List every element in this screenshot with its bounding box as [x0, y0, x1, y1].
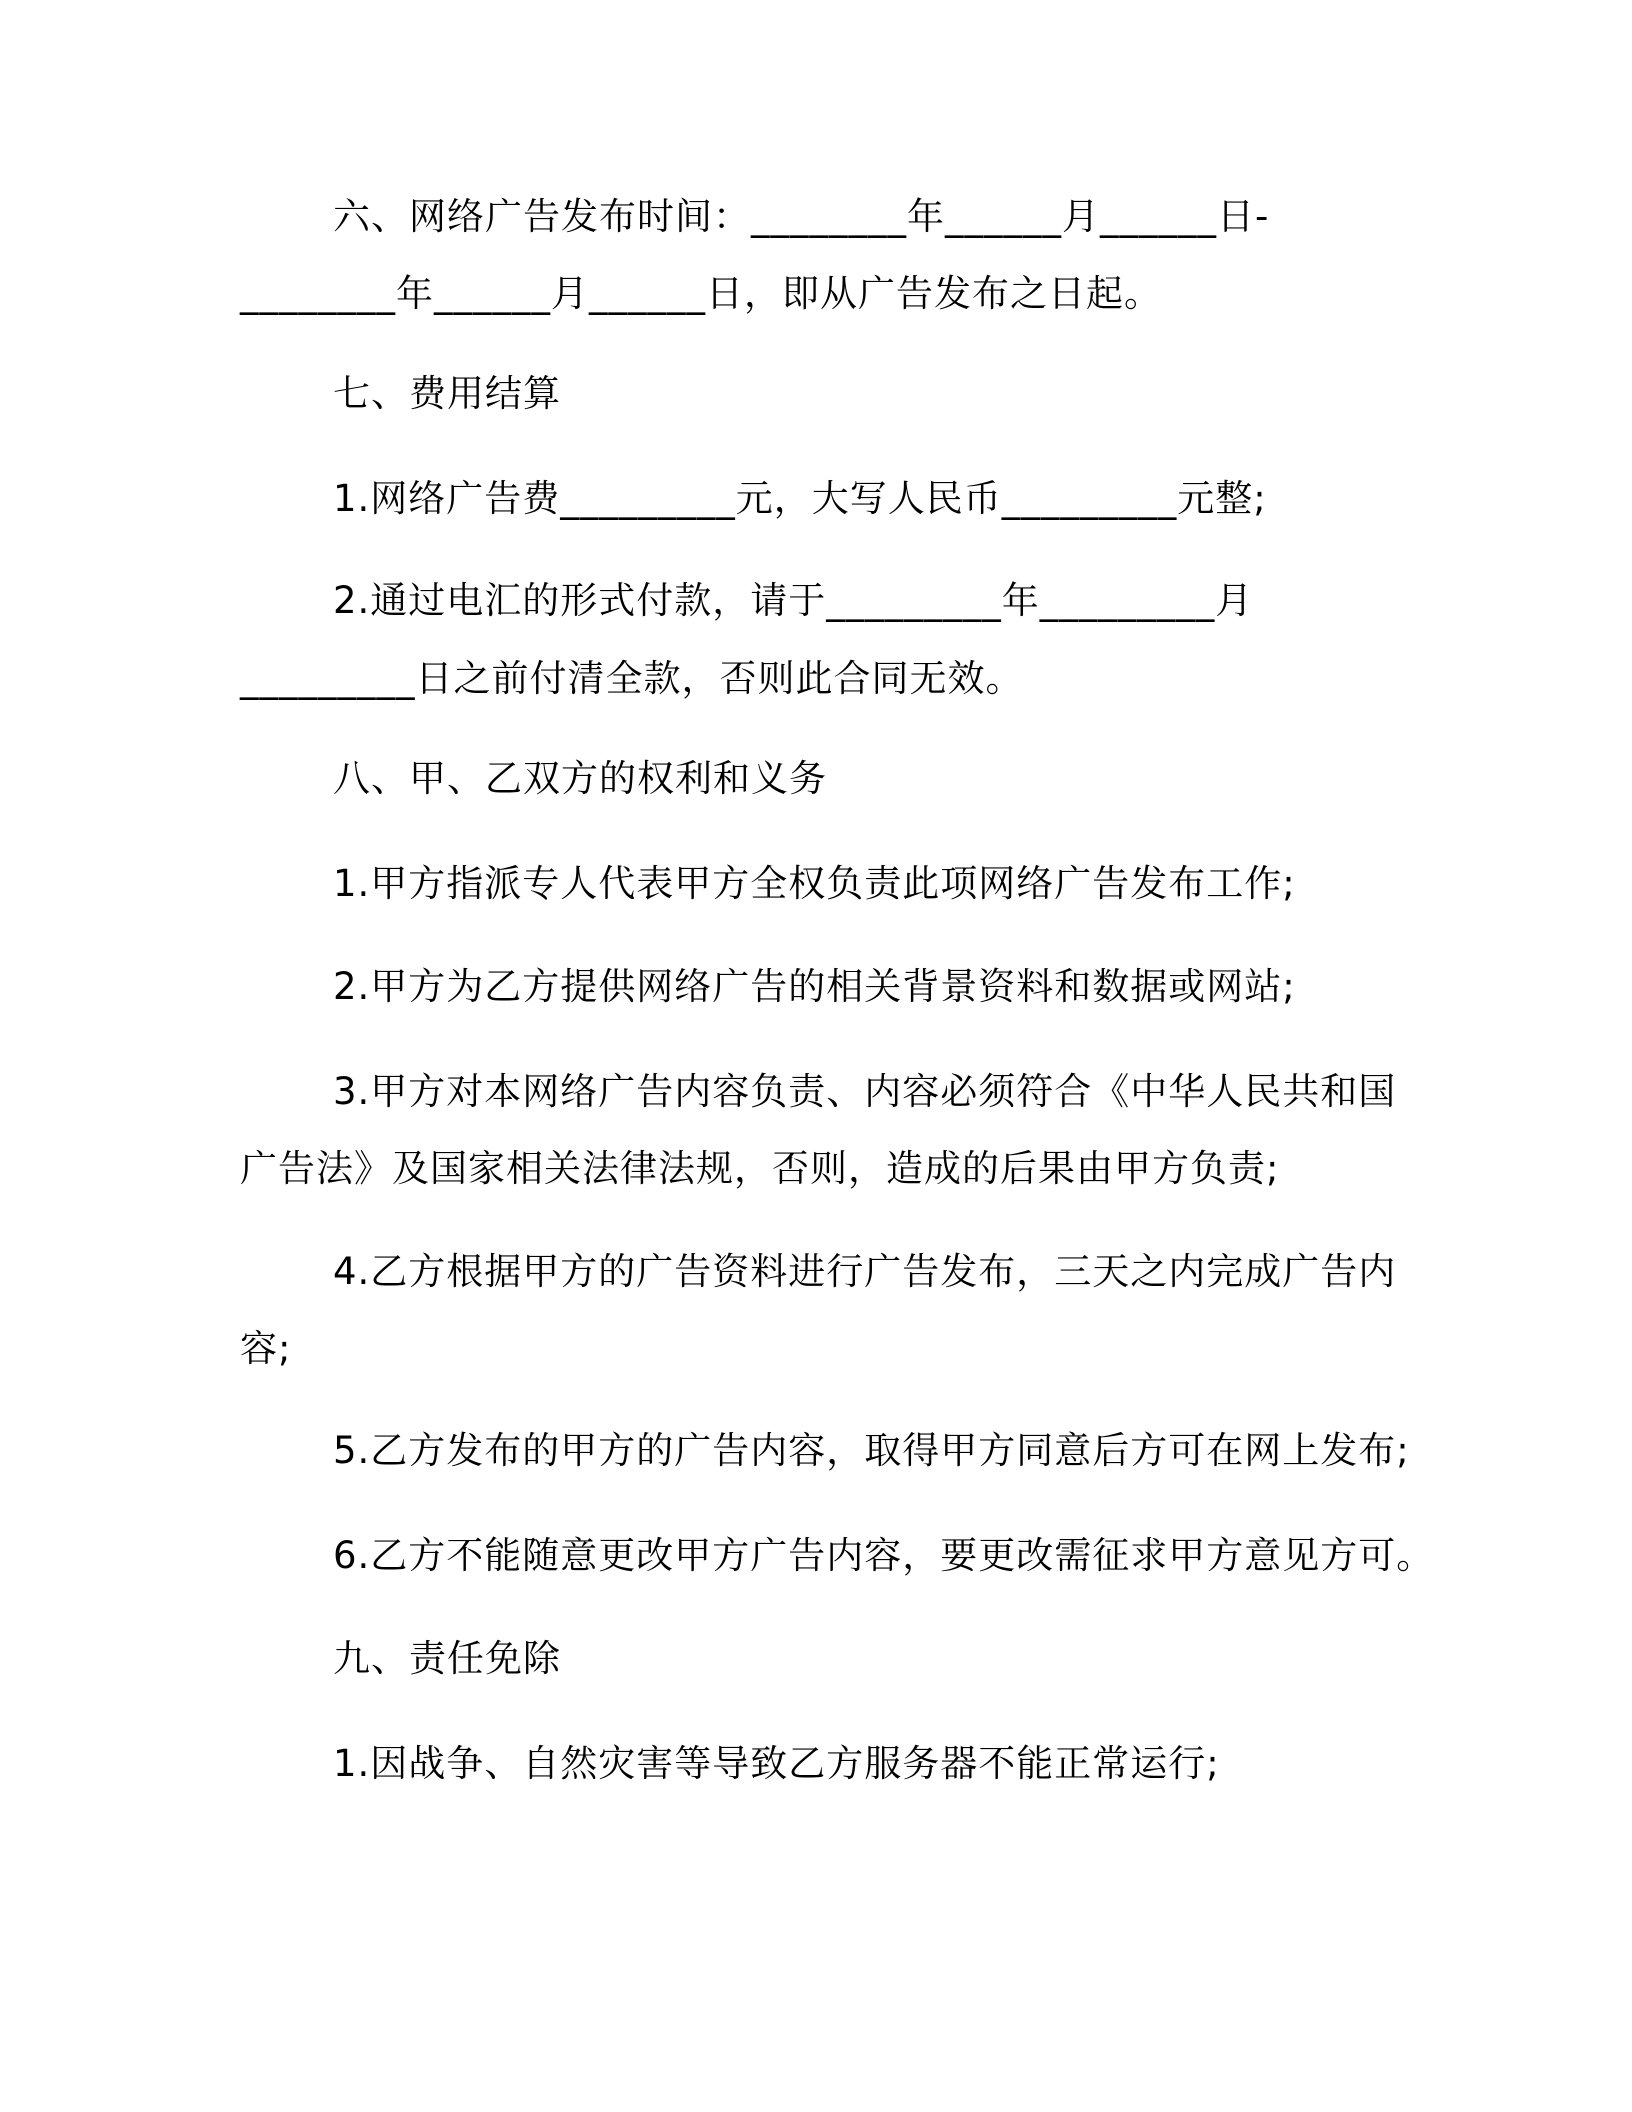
section-7-item-2-cont: _________日之前付清全款，否则此合同无效。 — [240, 657, 1024, 700]
section-6-publish-time: 六、网络广告发布时间：________年______月______日- — [333, 195, 1270, 238]
section-8-item-2: 2.甲方为乙方提供网络广告的相关背景资料和数据或网站; — [333, 965, 1296, 1008]
section-8-item-5: 5.乙方发布的甲方的广告内容，取得甲方同意后方可在网上发布; — [333, 1429, 1410, 1472]
section-6-publish-time-cont: ________年______月______日，即从广告发布之日起。 — [240, 272, 1162, 315]
section-7-item-1: 1.网络广告费_________元，大写人民币_________元整; — [333, 477, 1267, 520]
section-9-item-1: 1.因战争、自然灾害等导致乙方服务器不能正常运行; — [333, 1742, 1220, 1785]
section-8-item-4: 4.乙方根据甲方的广告资料进行广告发布，三天之内完成广告内 — [333, 1250, 1397, 1293]
section-8-item-4-cont: 容; — [240, 1327, 292, 1370]
section-8-item-6: 6.乙方不能随意更改甲方广告内容，要更改需征求甲方意见方可。 — [333, 1534, 1435, 1577]
section-8-heading: 八、甲、乙双方的权利和义务 — [333, 757, 827, 800]
section-8-item-3-cont: 广告法》及国家相关法律法规，否则，造成的后果由甲方负责; — [240, 1147, 1280, 1190]
section-7-heading: 七、费用结算 — [333, 372, 561, 415]
section-8-item-3: 3.甲方对本网络广告内容负责、内容必须符合《中华人民共和国 — [333, 1070, 1397, 1113]
section-9-heading: 九、责任免除 — [333, 1637, 561, 1680]
section-7-item-2: 2.通过电汇的形式付款，请于_________年_________月 — [333, 579, 1254, 622]
section-8-item-1: 1.甲方指派专人代表甲方全权负责此项网络广告发布工作; — [333, 862, 1296, 905]
